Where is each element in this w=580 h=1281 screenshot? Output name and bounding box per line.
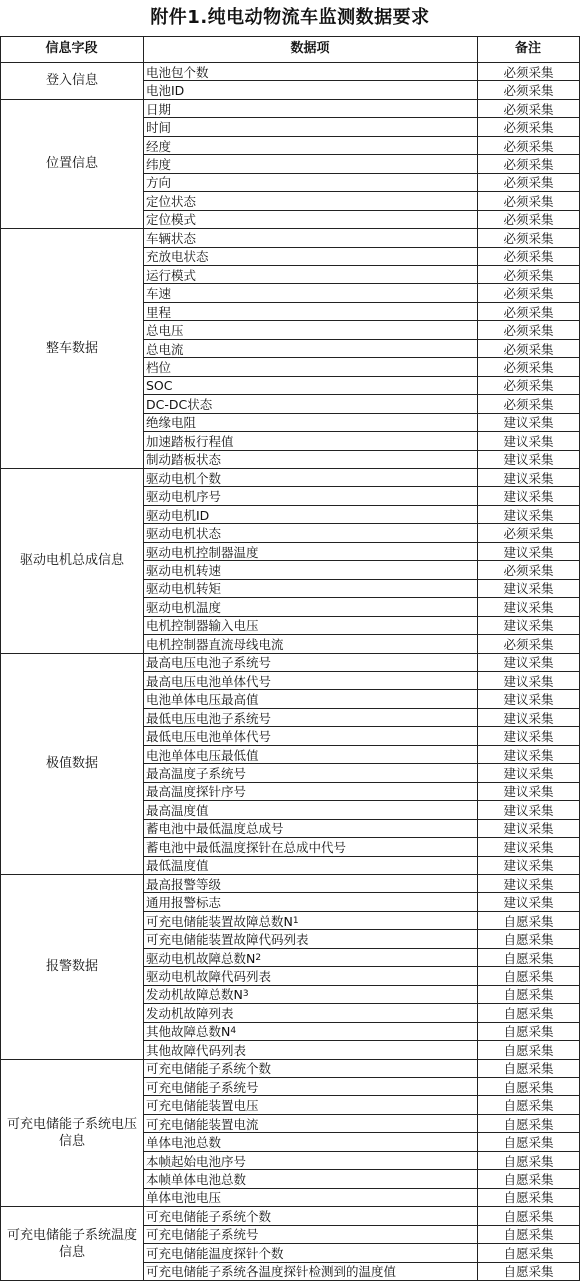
requirement-note: 建议采集	[503, 692, 554, 708]
row-divider	[143, 413, 580, 414]
data-item-label: 可充电储能温度探针个数	[146, 1245, 284, 1261]
row-divider	[143, 505, 580, 506]
data-item-label: 本帧起始电池序号	[146, 1153, 247, 1169]
row-divider	[143, 708, 580, 709]
data-item	[144, 1244, 477, 1261]
requirement-note: 建议采集	[503, 507, 554, 523]
row-divider	[143, 837, 580, 838]
row-divider	[143, 80, 580, 81]
row-divider	[143, 745, 580, 746]
data-item	[144, 1207, 477, 1224]
row-divider	[143, 1114, 580, 1115]
requirement-note: 必须采集	[503, 378, 554, 394]
row-divider	[143, 1169, 580, 1170]
data-item	[144, 1078, 477, 1095]
requirement-note: 建议采集	[503, 802, 554, 818]
group-label: 整车数据	[45, 341, 98, 357]
requirement-note: 建议采集	[503, 618, 554, 634]
row-divider	[143, 579, 580, 580]
requirement-note: 建议采集	[503, 858, 554, 874]
requirement-note: 建议采集	[503, 655, 554, 671]
row-divider	[143, 376, 580, 377]
requirement-note: 必须采集	[503, 636, 554, 652]
data-item	[144, 358, 477, 375]
row-divider	[143, 431, 580, 432]
requirement-note: 自愿采集	[503, 913, 554, 929]
data-item-label: 其他故障代码列表	[146, 1042, 247, 1058]
data-item-label: 驱动电机转速	[146, 563, 222, 578]
header-note: 备注	[514, 41, 541, 56]
data-item	[144, 248, 477, 265]
data-item-label: 车速	[146, 286, 172, 302]
data-item-label: 加速踏板行程值	[146, 433, 234, 449]
data-item-label: 里程	[146, 304, 172, 320]
row-divider	[143, 948, 580, 949]
row-divider	[143, 210, 580, 211]
data-item-label: 电池单体电压最低值	[146, 747, 259, 763]
row-divider	[143, 856, 580, 857]
data-item-label: 日期	[146, 101, 172, 117]
data-item-label: 蓄电池中最低温度总成号	[146, 821, 284, 837]
data-item	[144, 284, 477, 301]
requirement-note: 必须采集	[503, 101, 554, 117]
requirement-note: 自愿采集	[503, 1264, 554, 1280]
data-item-label: 绝缘电阻	[146, 415, 197, 431]
data-item-label: 最低温度值	[146, 858, 209, 874]
group-label: 驱动电机总成信息	[19, 553, 124, 569]
column-divider	[0, 36, 1, 1281]
data-item-label: 最高报警等级	[146, 876, 222, 892]
row-divider	[143, 486, 580, 487]
data-item-label: 可充电储能装置电压	[146, 1098, 259, 1114]
data-item-label: 可充电储能子系统号	[146, 1227, 259, 1243]
requirement-note: 必须采集	[503, 193, 554, 209]
requirement-note: 自愿采集	[503, 1061, 554, 1077]
data-item	[144, 543, 477, 560]
data-item-label: 最高电压电池子系统号	[146, 655, 272, 671]
data-item-label: 电池单体电压最高值	[146, 692, 259, 708]
requirement-note: 自愿采集	[503, 932, 554, 948]
data-item-label: 档位	[146, 360, 172, 375]
row-divider	[143, 911, 580, 912]
data-item-label: 方向	[146, 175, 172, 191]
row-divider	[143, 302, 580, 303]
requirement-note: 建议采集	[503, 766, 554, 781]
requirement-note: 建议采集	[503, 784, 554, 800]
data-item-label: 驱动电机控制器温度	[146, 544, 259, 560]
column-divider	[143, 36, 144, 1281]
data-item	[144, 487, 477, 504]
data-item	[144, 137, 477, 154]
data-item	[144, 727, 477, 744]
requirement-note: 自愿采集	[503, 1042, 554, 1058]
data-item	[144, 746, 477, 763]
row-divider	[143, 1077, 580, 1078]
data-item-label: 其他故障总数N	[146, 1024, 231, 1040]
row-divider	[143, 1132, 580, 1133]
requirement-note: 建议采集	[503, 544, 554, 560]
data-item-label: 车辆状态	[146, 230, 197, 246]
data-item-label: 经度	[146, 138, 172, 154]
data-item-label: 可充电储能装置故障代码列表	[146, 932, 309, 948]
row-divider	[143, 819, 580, 820]
data-item	[144, 764, 477, 781]
data-item	[144, 1189, 477, 1206]
requirement-note: 必须采集	[503, 396, 554, 412]
requirement-note: 必须采集	[503, 175, 554, 191]
requirement-note: 必须采集	[503, 83, 554, 99]
row-divider	[143, 283, 580, 284]
row-divider	[143, 892, 580, 893]
data-requirements-table	[0, 36, 580, 1281]
data-item-label: 运行模式	[146, 267, 197, 283]
row-divider	[143, 265, 580, 266]
data-item	[144, 1041, 477, 1058]
data-item	[144, 783, 477, 800]
data-item-label: DC-DC状态	[146, 396, 213, 412]
data-item	[144, 561, 477, 578]
requirement-note: 必须采集	[503, 286, 554, 302]
data-item	[144, 838, 477, 855]
requirement-note: 建议采集	[503, 470, 554, 486]
header-field: 信息字段	[45, 41, 98, 56]
data-item-label: 可充电储能装置故障总数N	[146, 913, 293, 929]
data-item	[144, 857, 477, 874]
data-item	[144, 617, 477, 634]
data-item-label: 可充电储能子系统个数	[146, 1208, 272, 1224]
data-item-label: 最低电压电池单体代号	[146, 729, 272, 745]
data-item	[144, 1170, 477, 1187]
row-divider	[143, 1188, 580, 1189]
data-item-label: 通用报警标志	[146, 895, 222, 911]
requirement-note: 建议采集	[503, 581, 554, 597]
data-item	[144, 192, 477, 209]
requirement-note: 建议采集	[503, 489, 554, 505]
requirement-note: 必须采集	[503, 157, 554, 172]
requirement-note: 自愿采集	[503, 1208, 554, 1224]
data-item	[144, 672, 477, 689]
data-item-label: 最高电压电池单体代号	[146, 673, 272, 689]
data-item	[144, 930, 477, 947]
data-item	[144, 211, 477, 228]
requirement-note: 自愿采集	[503, 1024, 554, 1040]
data-item	[144, 377, 477, 394]
data-item	[144, 451, 477, 468]
row-divider	[143, 966, 580, 967]
data-item-label: 定位状态	[146, 193, 197, 209]
data-item-label: 最高温度子系统号	[146, 766, 247, 781]
data-item	[144, 635, 477, 652]
requirement-note: 必须采集	[503, 304, 554, 320]
row-divider	[143, 320, 580, 321]
group-label: 位置信息	[45, 156, 98, 172]
data-item	[144, 598, 477, 615]
row-divider	[143, 616, 580, 617]
row-divider	[143, 1262, 580, 1263]
data-item	[144, 469, 477, 486]
row-divider	[143, 689, 580, 690]
data-item	[144, 1152, 477, 1169]
group-label: 极值数据	[45, 756, 98, 772]
data-item	[144, 266, 477, 283]
row-divider	[143, 191, 580, 192]
row-divider	[143, 1003, 580, 1004]
requirement-note: 自愿采集	[503, 950, 554, 966]
data-item-label: 驱动电机温度	[146, 599, 222, 615]
requirement-note: 必须采集	[503, 212, 554, 228]
data-item	[144, 414, 477, 431]
row-divider	[143, 394, 580, 395]
requirement-note: 建议采集	[503, 747, 554, 763]
row-divider	[143, 247, 580, 248]
requirement-note: 建议采集	[503, 729, 554, 745]
row-divider	[143, 117, 580, 118]
data-item-label: 发动机故障总数N	[146, 987, 243, 1003]
data-item-label: 制动踏板状态	[146, 452, 222, 468]
data-item-label: 单体电池总数	[146, 1135, 222, 1151]
requirement-note: 建议采集	[503, 839, 554, 855]
row-divider	[143, 560, 580, 561]
group-label: 报警数据	[45, 959, 98, 975]
requirement-note: 自愿采集	[503, 1005, 554, 1021]
data-item	[144, 967, 477, 984]
row-divider	[143, 800, 580, 801]
requirement-note: 自愿采集	[503, 1190, 554, 1206]
row-divider	[143, 173, 580, 174]
data-item-label: 电机控制器直流母线电流	[146, 636, 284, 652]
data-item	[144, 1004, 477, 1021]
group-label: 登入信息	[45, 73, 98, 89]
data-item: 可充电储能装置故障总数N 1	[146, 913, 299, 929]
requirement-note: 自愿采集	[503, 1079, 554, 1095]
data-item-label: 时间	[146, 120, 172, 136]
data-item-label: 充放电状态	[146, 249, 209, 265]
requirement-note: 建议采集	[503, 415, 554, 431]
requirement-note: 自愿采集	[503, 969, 554, 984]
group-label: 可充电储能子系统温度信息	[6, 1227, 137, 1260]
data-item	[144, 432, 477, 449]
row-divider	[143, 523, 580, 524]
row-divider	[143, 634, 580, 635]
requirement-note: 自愿采集	[503, 1098, 554, 1114]
data-item-label: 蓄电池中最低温度探针在总成中代号	[146, 839, 347, 855]
data-item-label: 驱动电机个数	[146, 470, 222, 486]
requirement-note: 建议采集	[503, 433, 554, 449]
row-divider	[143, 154, 580, 155]
requirement-note: 建议采集	[503, 452, 554, 468]
row-divider	[143, 339, 580, 340]
row-divider	[143, 450, 580, 451]
row-divider	[143, 542, 580, 543]
data-item: 驱动电机故障总数N 2	[146, 950, 262, 966]
data-item-label: 最高温度探针序号	[146, 784, 247, 800]
data-item	[144, 63, 477, 80]
data-item: 发动机故障总数N 3	[146, 987, 249, 1003]
requirement-note: 必须采集	[503, 138, 554, 154]
data-item-label: 最高温度值	[146, 802, 209, 818]
data-item	[144, 820, 477, 837]
data-item-label: 驱动电机ID	[146, 507, 210, 523]
data-item-label: 驱动电机故障代码列表	[146, 969, 272, 984]
data-item	[144, 1060, 477, 1077]
requirement-note: 必须采集	[503, 249, 554, 265]
data-item-label: 电池ID	[146, 83, 185, 99]
requirement-note: 必须采集	[503, 323, 554, 339]
row-divider	[143, 136, 580, 137]
row-divider	[143, 782, 580, 783]
data-item-label: 电机控制器输入电压	[146, 618, 259, 634]
data-item-label: 发动机故障列表	[146, 1005, 234, 1021]
requirement-note: 建议采集	[503, 710, 554, 726]
data-item-label: 可充电储能子系统个数	[146, 1061, 272, 1077]
data-item-label: 总电流	[146, 341, 184, 357]
data-item	[144, 654, 477, 671]
requirement-note: 建议采集	[503, 599, 554, 615]
data-item	[144, 524, 477, 541]
data-item-label: 可充电储能装置电流	[146, 1116, 259, 1132]
data-item	[144, 100, 477, 117]
row-divider	[143, 726, 580, 727]
requirement-note: 必须采集	[503, 230, 554, 246]
requirement-note: 必须采集	[503, 267, 554, 283]
row-divider	[143, 1243, 580, 1244]
data-item-label: 最低电压电池子系统号	[146, 710, 272, 726]
requirement-note: 自愿采集	[503, 1116, 554, 1132]
requirement-note: 自愿采集	[503, 987, 554, 1003]
data-item	[144, 229, 477, 246]
data-item	[144, 303, 477, 320]
data-item-label: 驱动电机序号	[146, 489, 222, 505]
row-divider	[143, 671, 580, 672]
row-divider	[143, 929, 580, 930]
data-item	[144, 709, 477, 726]
data-item	[144, 1133, 477, 1150]
data-item	[144, 174, 477, 191]
data-item-label: SOC	[146, 377, 173, 393]
data-item: 其他故障总数N 4	[146, 1024, 237, 1040]
group-label: 可充电储能子系统电压信息	[6, 1116, 137, 1149]
data-item	[144, 875, 477, 892]
data-item	[144, 506, 477, 523]
data-item	[144, 893, 477, 910]
data-item-label: 总电压	[146, 323, 184, 339]
requirement-note: 必须采集	[503, 120, 554, 136]
data-item-label: 定位模式	[146, 212, 197, 228]
data-item	[144, 395, 477, 412]
row-divider	[143, 1095, 580, 1096]
requirement-note: 建议采集	[503, 895, 554, 911]
requirement-note: 自愿采集	[503, 1172, 554, 1187]
row-divider	[143, 597, 580, 598]
requirement-note: 必须采集	[503, 563, 554, 578]
requirement-note: 建议采集	[503, 821, 554, 837]
data-item-label: 可充电储能子系统各温度探针检测到的温度值	[146, 1264, 397, 1280]
row-divider	[143, 1151, 580, 1152]
document-title: 附件1.纯电动物流车监测数据要求	[150, 7, 430, 28]
row-divider	[143, 1225, 580, 1226]
requirement-note: 自愿采集	[503, 1153, 554, 1169]
row-divider	[0, 36, 580, 37]
requirement-note: 自愿采集	[503, 1135, 554, 1151]
data-item	[144, 1096, 477, 1113]
data-item	[144, 340, 477, 357]
data-item	[144, 690, 477, 707]
row-divider	[143, 763, 580, 764]
data-item	[144, 321, 477, 338]
data-item-label: 可充电储能子系统号	[146, 1079, 259, 1095]
data-item	[144, 118, 477, 135]
data-item	[144, 1226, 477, 1243]
requirement-note: 自愿采集	[503, 1245, 554, 1261]
data-item	[144, 1115, 477, 1132]
requirement-note: 建议采集	[503, 673, 554, 689]
row-divider	[143, 1022, 580, 1023]
requirement-note: 建议采集	[503, 876, 554, 892]
data-item	[144, 801, 477, 818]
data-item	[144, 81, 477, 98]
data-item	[144, 155, 477, 172]
data-item-label: 驱动电机状态	[146, 526, 222, 542]
data-item	[144, 580, 477, 597]
data-item-label: 本帧单体电池总数	[146, 1172, 247, 1187]
requirement-note: 必须采集	[503, 64, 554, 80]
data-item	[144, 1263, 477, 1280]
row-divider	[143, 985, 580, 986]
requirement-note: 必须采集	[503, 341, 554, 357]
data-item-label: 电池包个数	[146, 64, 209, 80]
requirement-note: 自愿采集	[503, 1227, 554, 1243]
requirement-note: 必须采集	[503, 526, 554, 542]
data-item-label: 纬度	[146, 157, 172, 172]
header-item: 数据项	[290, 41, 330, 56]
row-divider	[143, 1040, 580, 1041]
data-item-label: 驱动电机故障总数N	[146, 950, 256, 966]
column-divider	[477, 36, 478, 1281]
requirement-note: 必须采集	[503, 360, 554, 375]
row-divider	[143, 357, 580, 358]
data-item-label: 单体电池电压	[146, 1190, 222, 1206]
data-item-label: 驱动电机转矩	[146, 581, 222, 597]
